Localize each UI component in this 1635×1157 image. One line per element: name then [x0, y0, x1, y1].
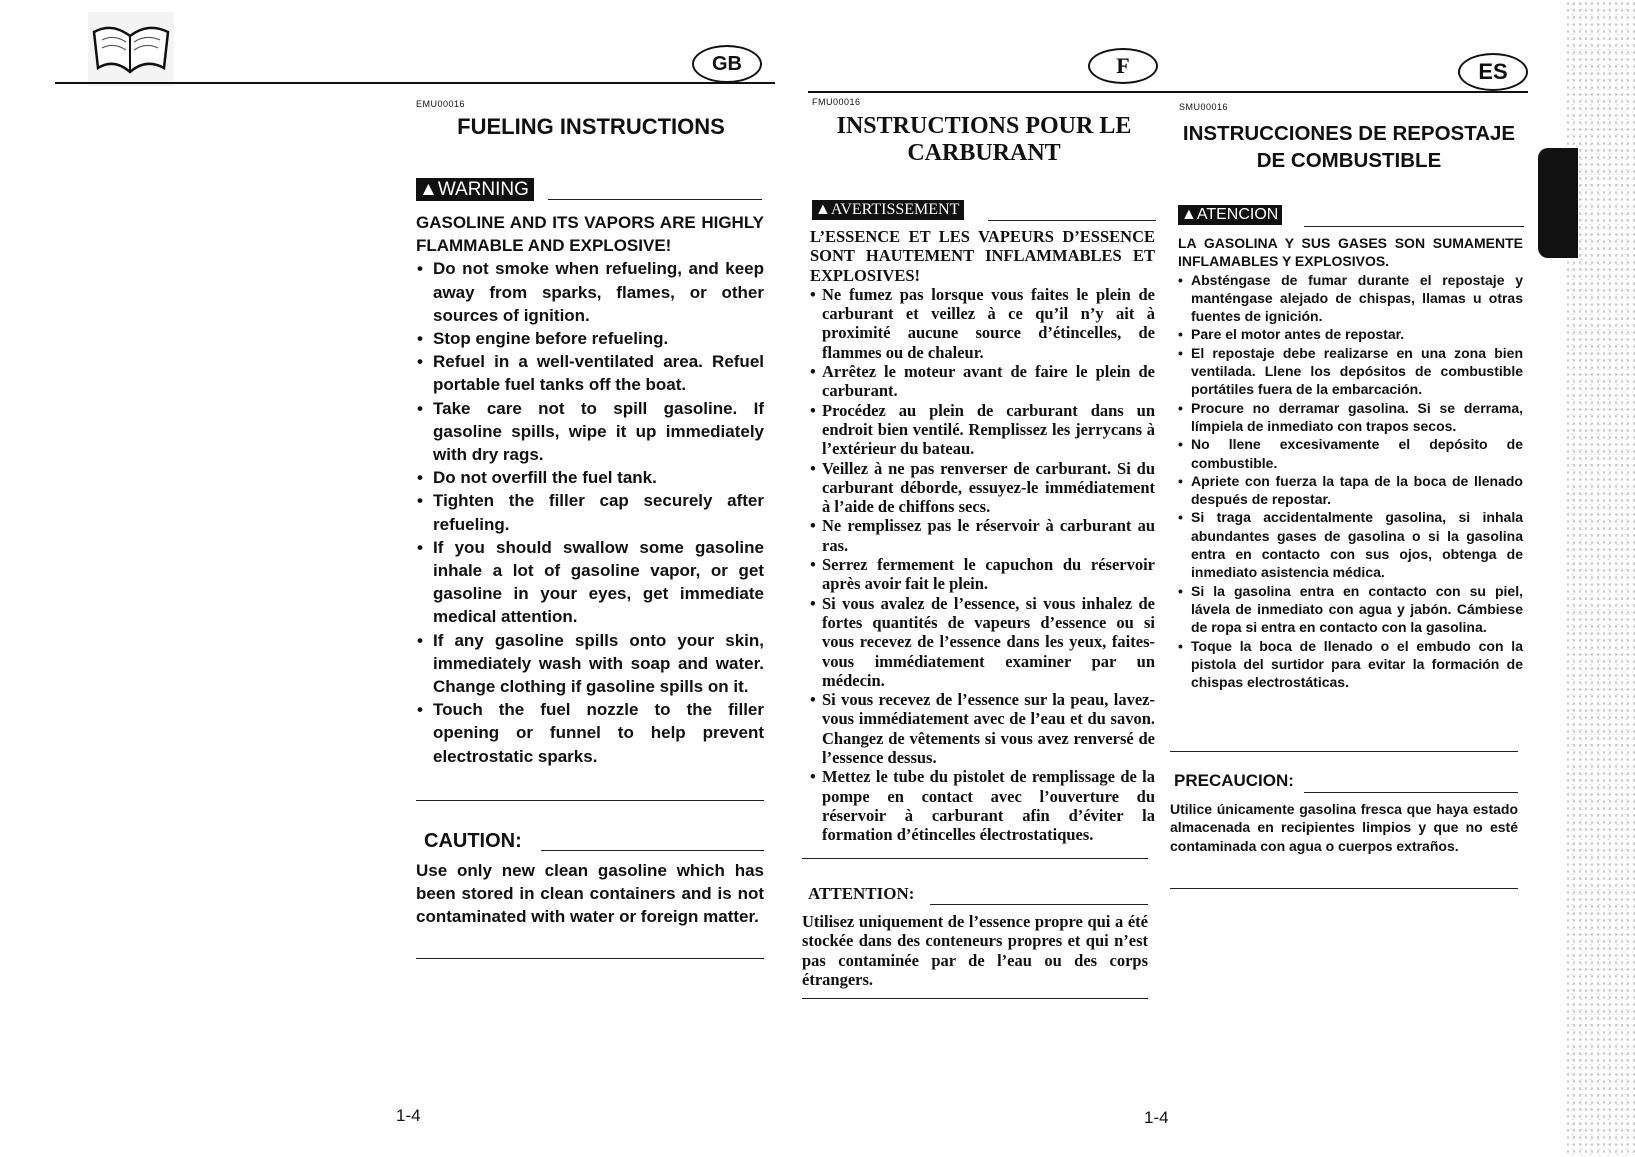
gb-warning-badge	[416, 178, 534, 201]
gb-caution-text: Use only new clean gasoline which has been stored in clean containers and is not contaminated with water or foreign matter.	[416, 861, 764, 927]
gb-caution-label: CAUTION:	[424, 830, 522, 852]
es-warning-body	[1178, 234, 1523, 691]
fr-warning-body	[810, 227, 1155, 845]
es-caution-text: Utilice únicamente gasolina fresca que haya estado almacenada en recipientes limpios y que no esté contaminada con agua o cuerpos extraños.	[1170, 801, 1518, 854]
warning-triangle-icon: ▲	[1181, 206, 1197, 223]
es-title: INSTRUCCIONES DE REPOSTAJE DE COMBUSTIBLE	[1182, 122, 1516, 172]
es-caution-label: PRECAUCION:	[1174, 771, 1294, 790]
warning-triangle-icon: ▲	[815, 201, 831, 218]
fr-title: INSTRUCTIONS POUR LE CARBURANT	[836, 113, 1132, 166]
list-item: • Mettez le tube du pistolet de remplissage de la pompe en contact avec l’ouverture du réservoir à carburant afin d’éviter la formation d’étincelles électrostatiques.	[822, 767, 1155, 844]
es-bullet-list	[1178, 271, 1523, 692]
list-item: • No llene excesivamente el depósito de combustible.	[1191, 435, 1523, 472]
section-tab	[1538, 148, 1578, 258]
es-warning-end-rule	[1170, 751, 1518, 752]
fr-doc-code: FMU00016	[812, 97, 861, 107]
fr-warning-label: AVERTISSEMENT	[830, 201, 960, 218]
es-caution-rule	[1304, 792, 1518, 793]
list-item: • Si traga accidentalmente gasolina, si inhala abundantes gases de gasolina o si la gasolina entra en contacto con sus ojos, obtenga de inmediato asistencia médica.	[1191, 508, 1523, 581]
es-warning-badge	[1178, 205, 1282, 225]
list-item: • Toque la boca de llenado o el embudo con la pistola del surtidor para evitar la formación de chispas electrostáticas.	[1191, 637, 1523, 692]
list-item: • Arrêtez le moteur avant de faire le plein de carburant.	[822, 362, 1155, 401]
list-item: • El repostaje debe realizarse en una zona bien ventilada. Llene los depósitos de combustible portátiles fuera de la embarcación.	[1191, 344, 1523, 399]
es-warning-rule	[1304, 226, 1524, 227]
list-item: • Do not overfill the fuel tank.	[433, 466, 764, 489]
gb-warning-end-rule	[416, 800, 764, 801]
es-caution-end-rule	[1170, 888, 1518, 889]
gb-warning-label: WARNING	[437, 179, 529, 200]
list-item: • Si vous avalez de l’essence, si vous inhalez de fortes quantités de vapeurs d’essence ou si vous recevez de l’essence dans les yeux, faites-vous immédiatement examiner par un médecin.	[822, 594, 1155, 690]
warning-triangle-icon: ▲	[419, 179, 438, 200]
fr-warning-badge	[812, 200, 964, 220]
header-rule-right	[808, 91, 1528, 93]
fr-caution-rule	[930, 904, 1148, 905]
list-item: • Veillez à ne pas renverser de carburant. Si du carburant déborde, essuyez-le immédiatement à l’aide de chiffons secs.	[822, 459, 1155, 517]
es-warning-heading: LA GASOLINA Y SUS GASES SON SUMAMENTE INFLAMABLES Y EXPLOSIVOS.	[1178, 235, 1523, 270]
fr-bullet-list	[810, 285, 1155, 845]
gb-warning-body	[416, 211, 764, 768]
list-item: • Si vous recevez de l’essence sur la peau, lavez-vous immédiatement avec de l’eau et du savon. Changez de vêtements si vous avez renversé de l’essence dessus.	[822, 690, 1155, 767]
header-rule-left	[55, 82, 775, 84]
gb-title: FUELING INSTRUCTIONS	[457, 114, 725, 139]
list-item: • If any gasoline spills onto your skin, immediately wash with soap and water. Change clothing if gasoline spills on it.	[433, 629, 764, 699]
gb-page-number: 1-4	[396, 1106, 421, 1125]
list-item: • Do not smoke when refueling, and keep away from sparks, flames, or other sources of ignition.	[433, 257, 764, 327]
es-doc-code: SMU00016	[1179, 102, 1229, 112]
language-badge-f: F	[1088, 48, 1158, 84]
list-item: • Procure no derramar gasolina. Si se derrama, límpiela de inmediato con trapos secos.	[1191, 399, 1523, 436]
gb-caution-end-rule	[416, 958, 764, 959]
fr-warning-rule	[988, 220, 1156, 221]
es-warning-label: ATENCION	[1196, 206, 1279, 223]
list-item: • Pare el motor antes de repostar.	[1191, 325, 1523, 343]
fr-caution-text: Utilisez uniquement de l’essence propre qui a été stockée dans des conteneurs propres et qui n’est pas contaminée par de l’eau ou des corps étrangers.	[802, 912, 1148, 989]
open-book-icon	[88, 12, 174, 86]
list-item: • Si la gasolina entra en contacto con su piel, lávela de inmediato con agua y jabón. Cámbiese de ropa si entra en contacto con la gasolina.	[1191, 582, 1523, 637]
list-item: • Procédez au plein de carburant dans un endroit bien ventilé. Remplissez les jerrycans à l’extérieur du bateau.	[822, 401, 1155, 459]
fr-warning-heading: L’ESSENCE ET LES VAPEURS D’ESSENCE SONT HAUTEMENT INFLAMMABLES ET EXPLOSIVES!	[810, 227, 1155, 285]
gb-bullet-list	[416, 257, 764, 767]
gb-caution-body	[416, 859, 764, 929]
list-item: • Ne remplissez pas le réservoir à carburant au ras.	[822, 516, 1155, 555]
list-item: • Touch the fuel nozzle to the filler opening or funnel to help prevent electrostatic sparks.	[433, 698, 764, 768]
list-item: • Absténgase de fumar durante el repostaje y manténgase alejado de chispas, llamas u otras fuentes de ignición.	[1191, 271, 1523, 326]
list-item: • Apriete con fuerza la tapa de la boca de llenado después de repostar.	[1191, 472, 1523, 509]
list-item: • Refuel in a well-ventilated area. Refuel portable fuel tanks off the boat.	[433, 350, 764, 396]
fr-caution-end-rule	[802, 998, 1148, 999]
list-item: • Tighten the filler cap securely after refueling.	[433, 489, 764, 535]
gb-warning-rule	[548, 199, 762, 200]
list-item: • Ne fumez pas lorsque vous faites le plein de carburant et veillez à ce qu’il n’y ait à proximité aucune source d’étincelles, de flammes ou de chaleur.	[822, 285, 1155, 362]
list-item: • Serrez fermement le capuchon du réservoir après avoir fait le plein.	[822, 555, 1155, 594]
fr-caution-body	[802, 912, 1148, 989]
gb-caution-rule	[541, 850, 764, 851]
es-caution-body	[1170, 800, 1518, 855]
fr-caution-label: ATTENTION:	[808, 884, 915, 903]
list-item: • Take care not to spill gasoline. If gasoline spills, wipe it up immediately with dry rags.	[433, 397, 764, 467]
list-item: • If you should swallow some gasoline inhale a lot of gasoline vapor, or get gasoline in your eyes, get immediate medical attention.	[433, 536, 764, 629]
gb-warning-heading: GASOLINE AND ITS VAPORS ARE HIGHLY FLAMMABLE AND EXPLOSIVE!	[416, 213, 764, 256]
gb-doc-code: EMU00016	[416, 99, 466, 109]
fr-warning-end-rule	[802, 858, 1148, 859]
list-item: • Stop engine before refueling.	[433, 327, 764, 350]
fr-page-number: 1-4	[1144, 1108, 1169, 1127]
language-badge-es: ES	[1458, 53, 1528, 91]
language-badge-gb: GB	[692, 45, 762, 83]
